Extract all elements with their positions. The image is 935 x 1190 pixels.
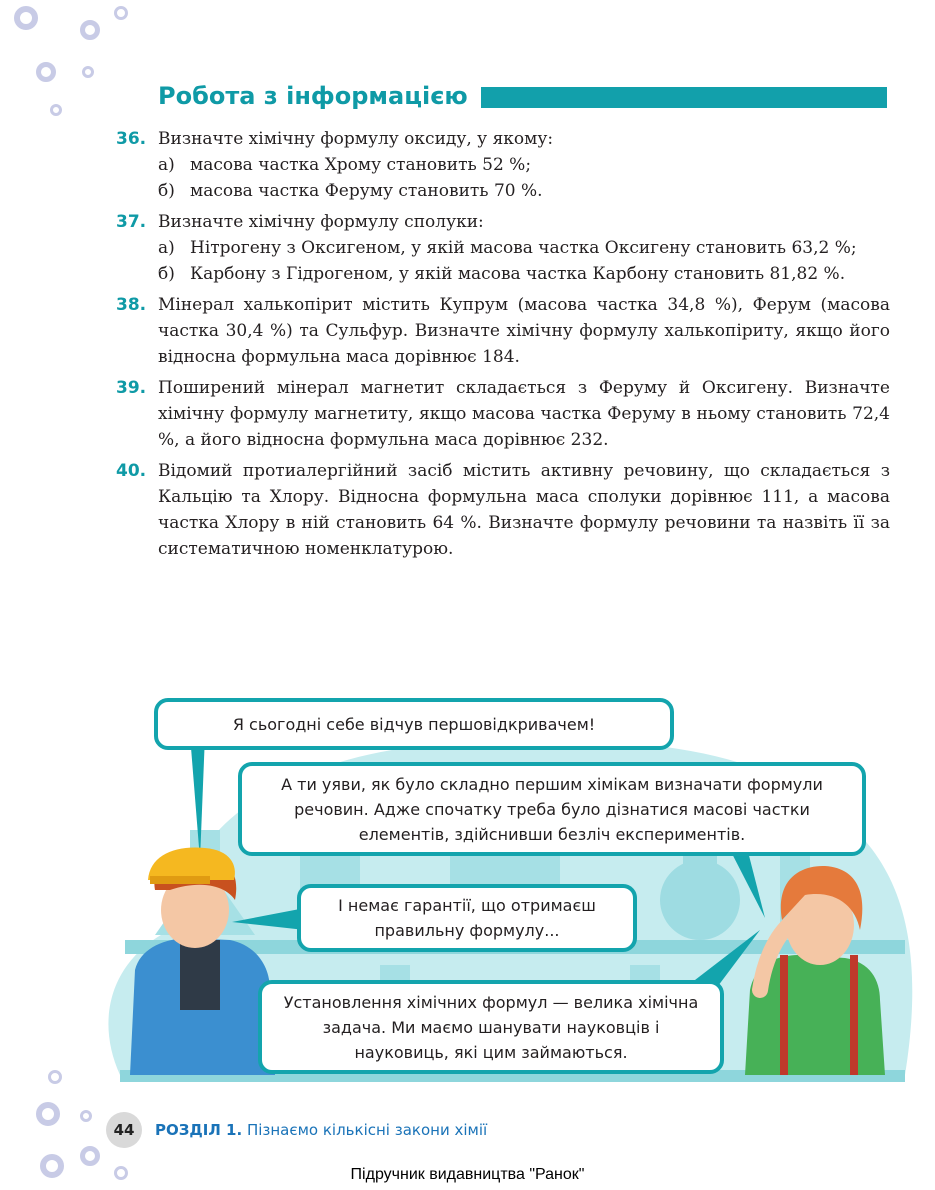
item-text: Карбону з Гідрогеном, у якій масова частка Карбону становить 81,82 %.: [190, 264, 846, 284]
task-40: [116, 458, 890, 562]
task-text: Мінерал халькопірит містить Купрум (масова частка 34,8 %), Ферум (масова частка 30,4 %) та Сульфур. Визначте хімічну формулу халькопіриту, якщо його відносна формульна маса дорівнює 184.: [158, 295, 890, 367]
task-item: [158, 152, 890, 178]
section-header: [158, 84, 888, 114]
task-36: [116, 126, 890, 204]
task-number: 37.: [116, 212, 147, 232]
header-accent-bar: [481, 87, 887, 108]
speech-bubble-3: [297, 884, 637, 952]
speech-bubble-4: [258, 980, 724, 1074]
task-number: 39.: [116, 378, 147, 398]
speech-bubble-2: [238, 762, 866, 856]
item-letter: а): [158, 238, 175, 258]
speech-text: І немає гарантії, що отримаєш правильну формулу...: [338, 896, 596, 940]
speech-bubble-1: [154, 698, 674, 750]
publisher-note: Підручник видавництва "Ранок": [350, 1166, 585, 1183]
chapter-label: [155, 1121, 487, 1139]
task-number: 36.: [116, 129, 147, 149]
speech-text: А ти уяви, як було складно першим хімікам визначати формули речовин. Адже спочатку треба було дізнатися масові частки елементів, здійснивши безліч експериментів.: [281, 774, 823, 844]
task-text: Визначте хімічну формулу сполуки:: [158, 212, 484, 232]
speech-text: Я сьогодні себе відчув першовідкривачем!: [232, 714, 596, 734]
task-39: [116, 375, 890, 453]
item-letter: а): [158, 155, 175, 175]
section-title-footer: Пізнаємо кількісні закони хімії: [246, 1121, 488, 1139]
task-37: [116, 209, 890, 287]
task-text: Відомий протиалергійний засіб містить активну речовину, що складається з Кальцію та Хлору. Відносна формульна маса сполуки дорівнює 111, а масова частка Хлору в ній становить 64 %. Визначте формулу речовини та назвіть її за систематичною номенклатурою.: [158, 461, 890, 559]
task-item: [158, 235, 890, 261]
item-letter: б): [158, 264, 175, 284]
item-letter: б): [158, 181, 175, 201]
speech-text: Установлення хімічних формул — велика хімічна задача. Ми маємо шанувати науковців і науковиць, які цим займаються.: [283, 992, 699, 1062]
task-number: 38.: [116, 295, 147, 315]
item-text: масова частка Хрому становить 52 %;: [190, 155, 532, 175]
task-list: [116, 126, 890, 567]
task-38: [116, 292, 890, 370]
task-text: Визначте хімічну формулу оксиду, у якому:: [158, 129, 554, 149]
dialogue-illustration: [0, 690, 935, 1090]
page-footer: [0, 1105, 935, 1145]
item-text: масова частка Феруму становить 70 %.: [190, 181, 543, 201]
task-item: [158, 178, 890, 204]
section-label: РОЗДІЛ 1.: [155, 1121, 243, 1139]
section-title: Робота з інформацією: [158, 82, 468, 110]
item-text: Нітрогену з Оксигеном, у якій масова частка Оксигену становить 63,2 %;: [190, 238, 857, 258]
task-item: [158, 261, 890, 287]
task-number: 40.: [116, 461, 147, 481]
task-text: Поширений мінерал магнетит складається з Феруму й Оксигену. Визначте хімічну формулу магнетиту, якщо масова частка Феруму в ньому становить 72,4 %, а його відносна формульна маса дорівнює 232.: [158, 378, 890, 450]
page-number: 44: [106, 1112, 142, 1148]
